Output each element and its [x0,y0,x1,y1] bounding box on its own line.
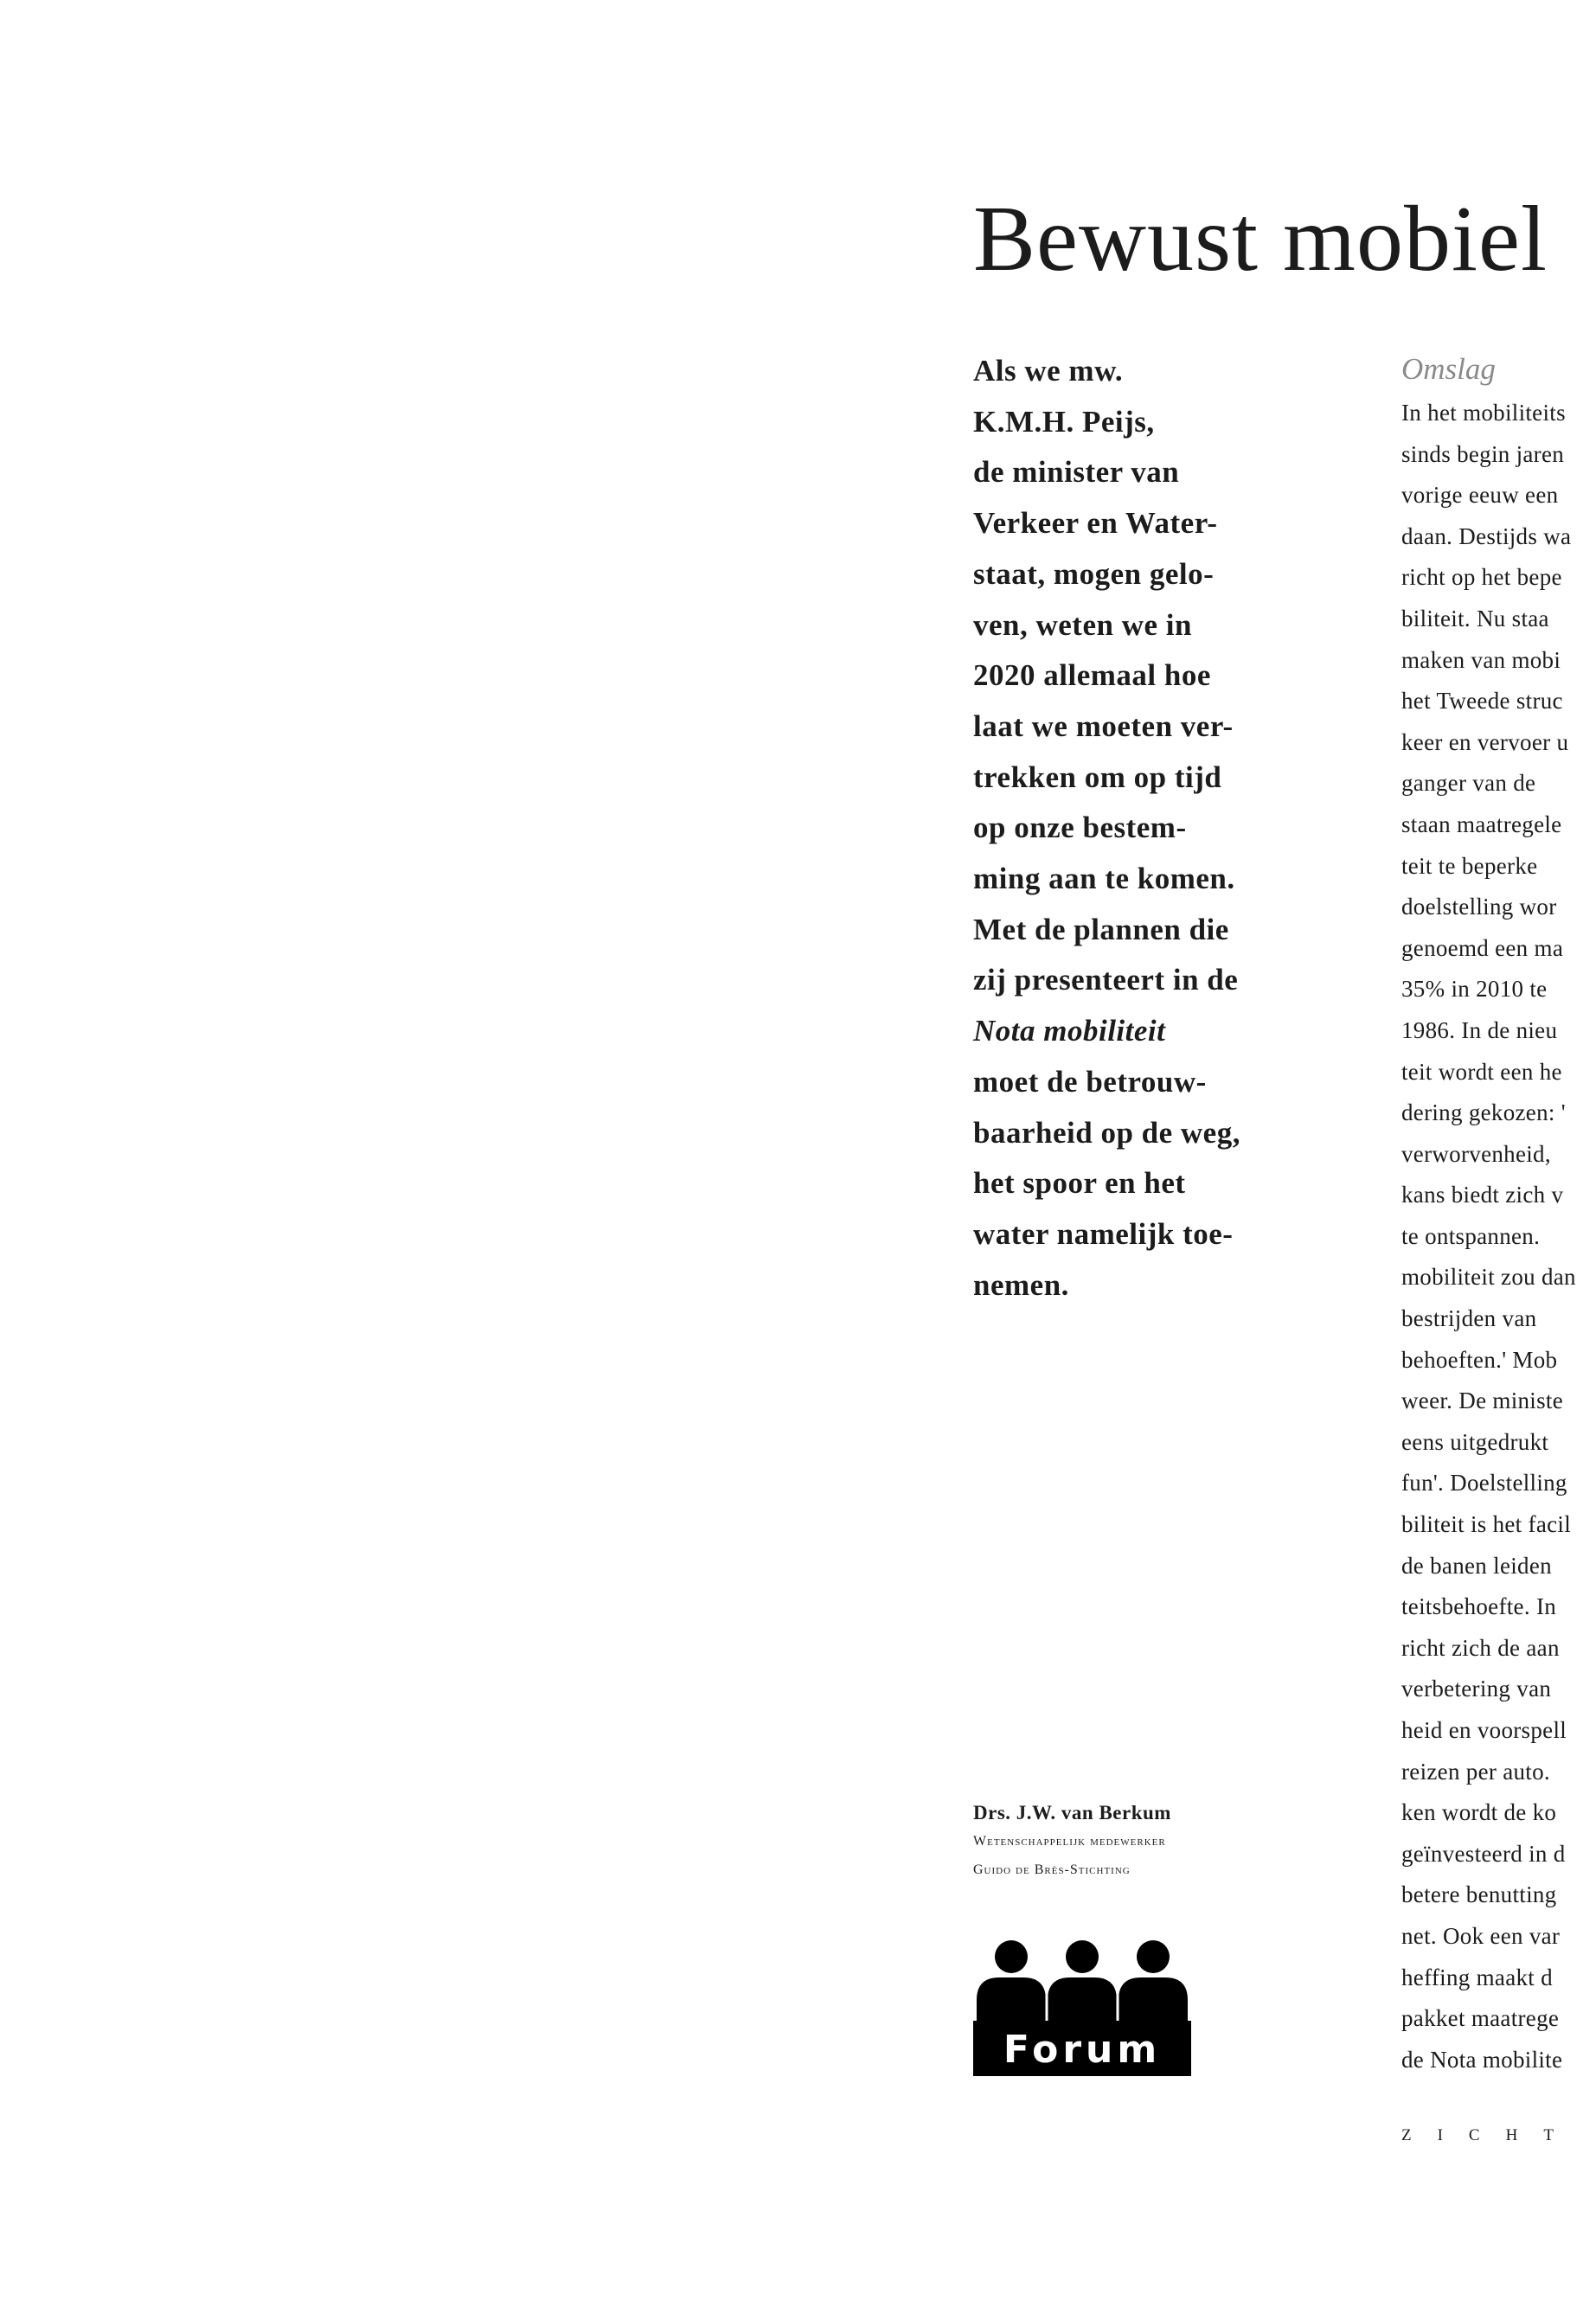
forum-logo-text: Forum [1003,2028,1162,2072]
column-line: het Tweede struc [1401,688,1563,715]
column-line: te ontspannen. [1401,1222,1541,1249]
intro-line: het spoor en het [973,1166,1186,1201]
column-line: biliteit. Nu staa [1401,605,1549,631]
intro-line: moet de betrouw- [973,1064,1207,1099]
column-line: eens uitgedrukt [1401,1428,1549,1455]
intro-line: trekken om op tijd [973,760,1222,794]
column-line: de banen leiden [1401,1552,1552,1579]
column-line: mobiliteit zou dan [1401,1264,1576,1291]
author-block [973,1799,1259,1884]
author-organization: Guido de Brès-Stichting [973,1862,1131,1877]
column-line: vorige eeuw een [1401,482,1559,509]
column-line: heffing maakt d [1401,1964,1553,1990]
column-line: teit wordt een he [1401,1058,1562,1085]
intro-line: baarheid op de weg, [973,1115,1240,1150]
column-line: geïnvesteerd in d [1401,1840,1566,1867]
article-column [1401,346,1596,2080]
column-line: kans biedt zich v [1401,1182,1564,1208]
intro-line: ven, weten we in [973,607,1192,642]
column-line: pakket maatrege [1401,2005,1560,2032]
intro-line: Met de plannen die [973,912,1229,946]
intro-line: K.M.H. Peijs, [973,404,1155,439]
intro-line: op onze bestem- [973,811,1187,845]
intro-line: Verkeer en Water- [973,506,1218,541]
running-footer: ZICHT [1401,2126,1580,2144]
column-line: verworvenheid, [1401,1140,1551,1167]
column-line: betere benutting [1401,1881,1557,1908]
column-line: richt op het bepe [1401,564,1562,591]
column-line: weer. De ministe [1401,1388,1563,1414]
column-line: genoemd een ma [1401,934,1564,961]
column-line: net. Ook een var [1401,1922,1561,1949]
column-line: biliteit is het facil [1401,1511,1571,1538]
column-line: behoeften.' Mob [1401,1346,1558,1373]
column-line: ken wordt de ko [1401,1799,1557,1826]
column-line: staan maatregele [1401,811,1562,837]
column-line: In het mobiliteits [1401,400,1566,426]
author-role: Wetenschappelijk medewerker [973,1834,1166,1849]
column-line: sinds begin jaren [1401,440,1565,467]
intro-line: Als we mw. [973,354,1124,388]
intro-line: de minister van [973,455,1180,490]
intro-paragraph [973,346,1302,1311]
intro-line: zij presenteert in de [973,963,1239,997]
column-line: teitsbehoefte. In [1401,1593,1557,1620]
column-line: teit te beperke [1401,852,1538,879]
intro-line: ming aan te komen. [973,862,1235,896]
column-line: de Nota mobilite [1401,2046,1563,2073]
column-line: verbetering van [1401,1676,1552,1702]
column-line: doelstelling wor [1401,894,1557,920]
author-name: Drs. J.W. van Berkum [973,1802,1171,1823]
column-line: fun'. Doelstelling [1401,1470,1567,1497]
column-line: reizen per auto. [1401,1758,1550,1785]
column-line: dering gekozen: ' [1401,1099,1566,1126]
intro-line [973,1006,1302,1057]
intro-italic-title: Nota mobiliteit [973,1014,1166,1048]
column-line: heid en voorspell [1401,1717,1567,1743]
column-line: 1986. In de nieu [1401,1016,1558,1043]
forum-logo [973,1938,1191,2076]
intro-line: laat we moeten ver- [973,708,1234,743]
page-title: Bewust mobiel [973,188,1548,291]
column-line: ganger van de [1401,770,1536,797]
section-heading: Omslag [1401,352,1496,386]
intro-line: water namelijk toe- [973,1216,1234,1251]
column-line: bestrijden van [1401,1305,1537,1332]
intro-line: 2020 allemaal hoe [973,658,1211,693]
column-line: daan. Destijds wa [1401,522,1572,549]
column-line: keer en vervoer u [1401,728,1569,755]
column-line: maken van mobi [1401,646,1561,673]
column-line: 35% in 2010 te [1401,976,1548,1003]
intro-line: nemen. [973,1267,1069,1302]
column-line: richt zich de aan [1401,1634,1560,1661]
intro-line: staat, mogen gelo- [973,556,1215,591]
